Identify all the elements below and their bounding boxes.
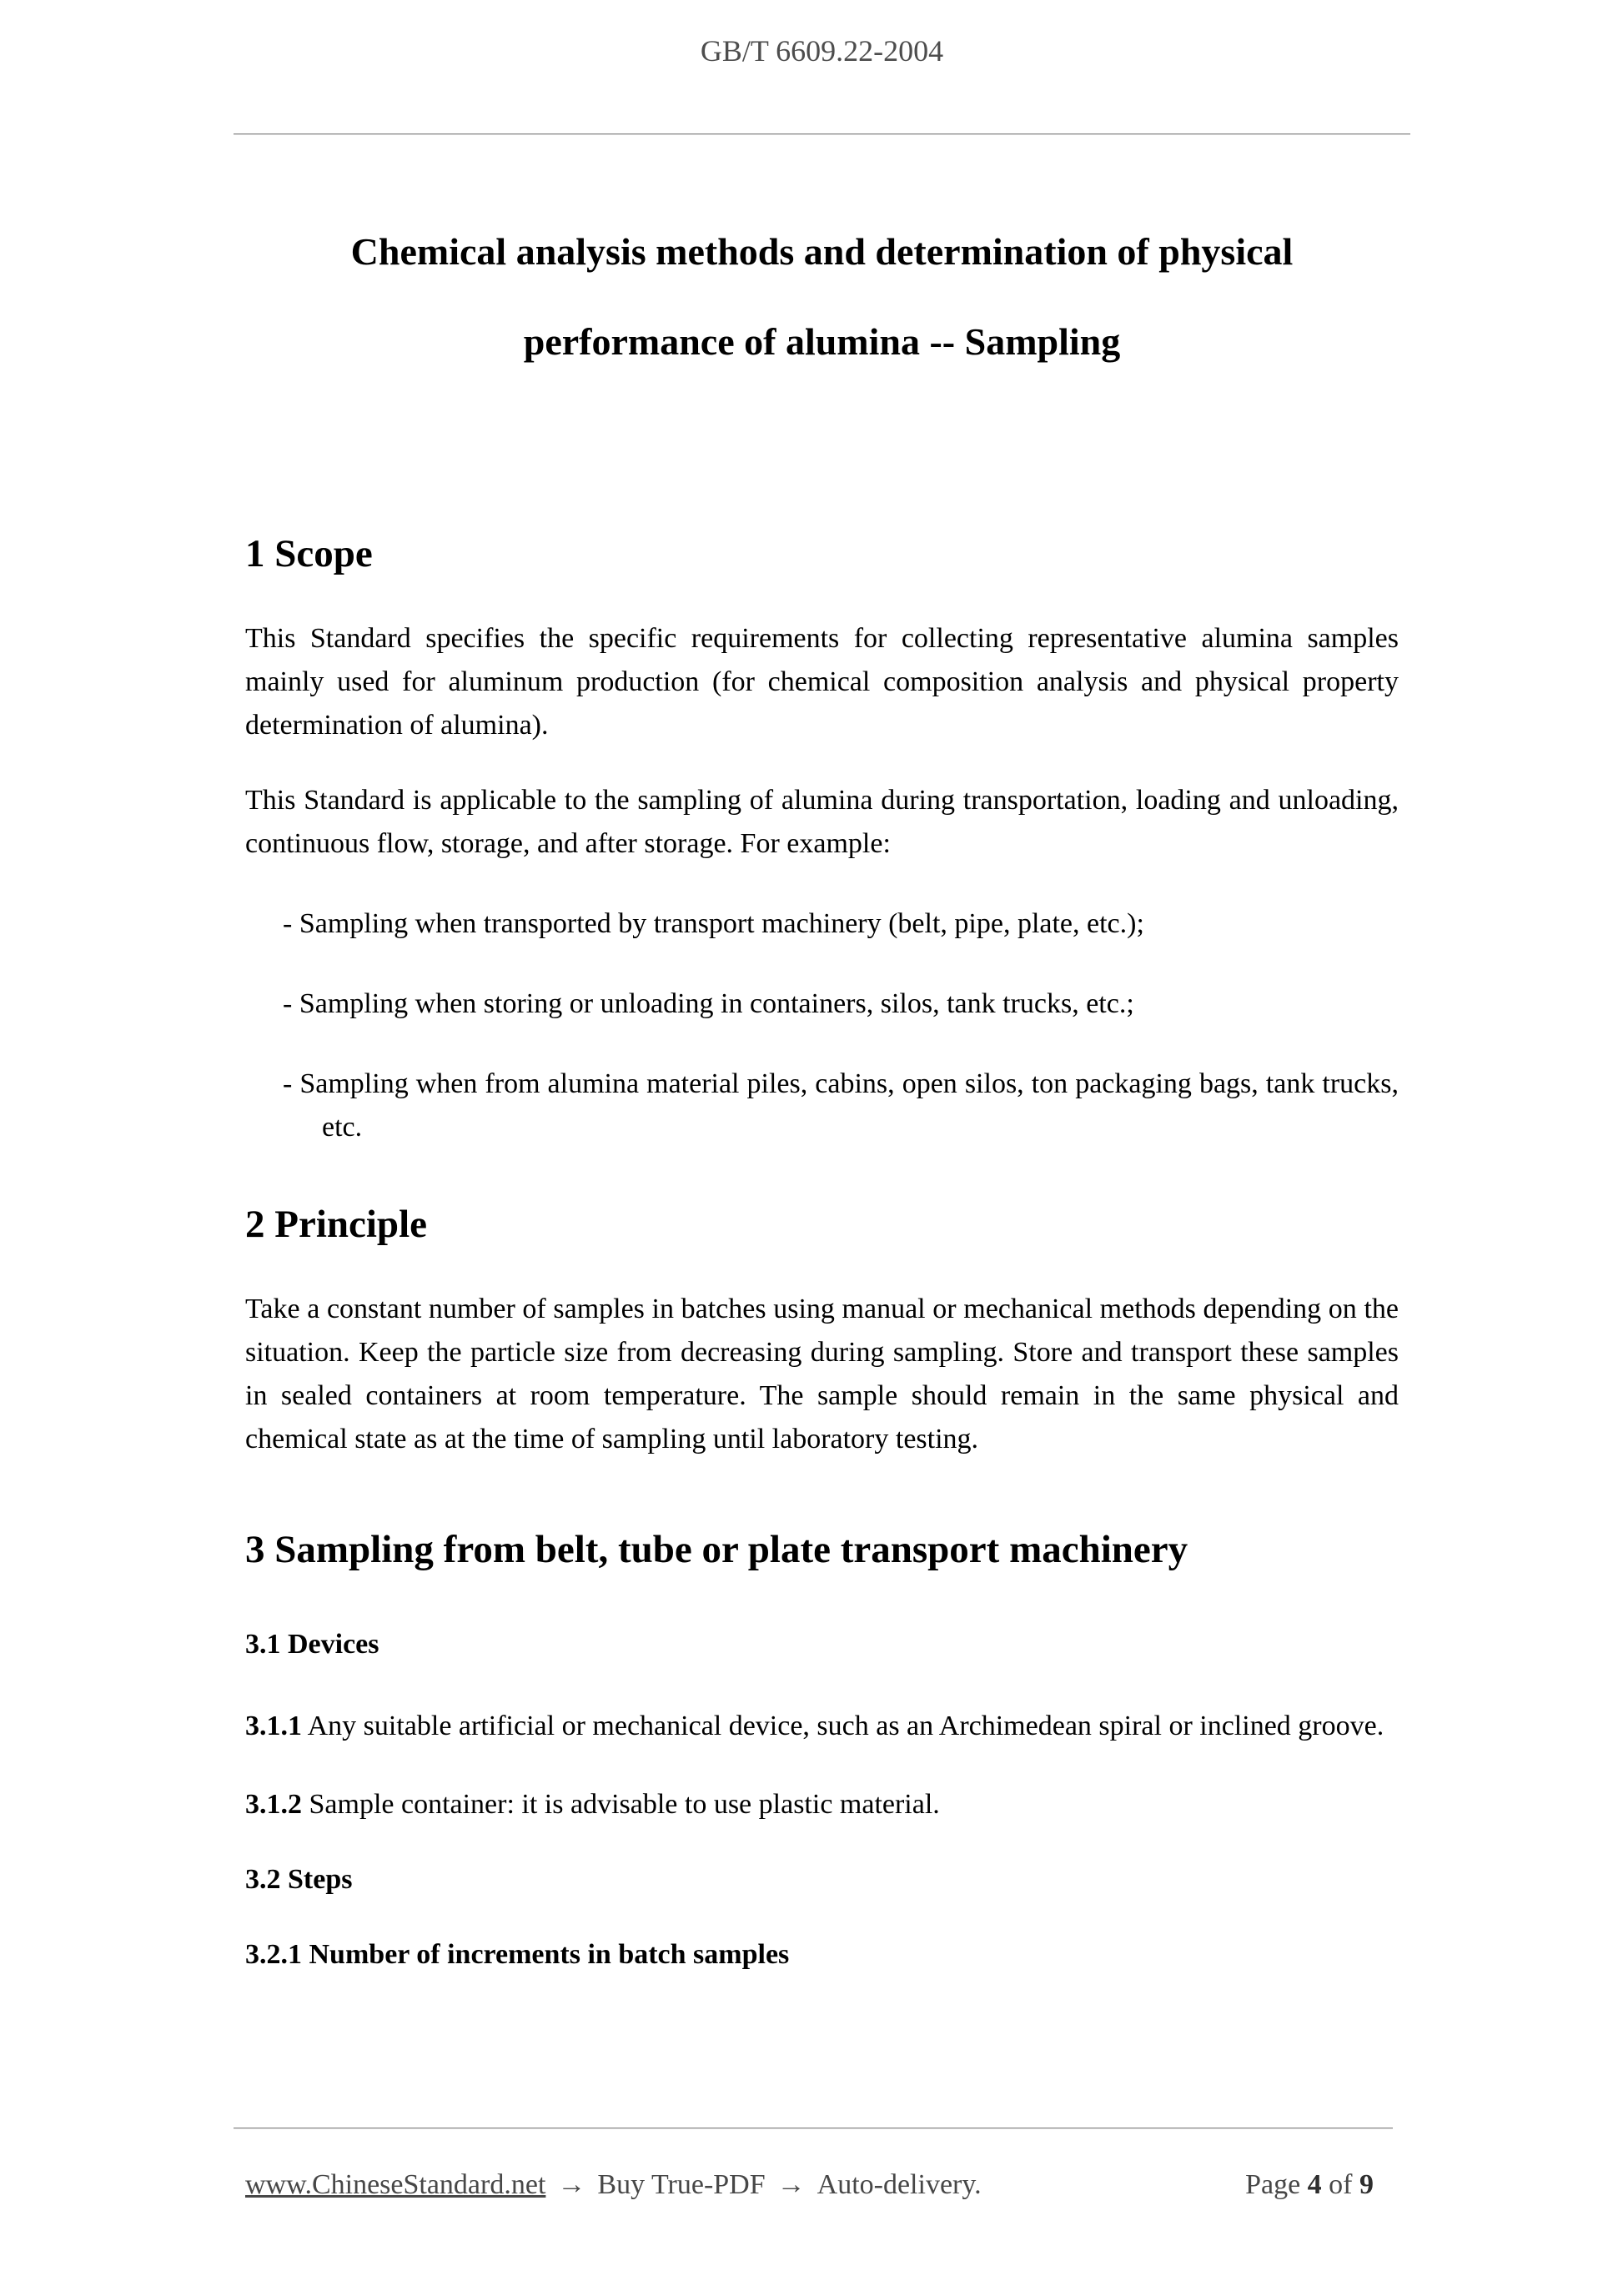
footer-arrow-icon-2: → [776,2169,806,2200]
section-heading-scope: 1 Scope [245,532,373,575]
scope-bullet-3: - Sampling when from alumina material piles, cabins, open silos, ton packaging bags, tank trucks, etc. [283,1068,1399,1143]
document-title [245,207,1399,387]
footer-delivery-text: Auto-delivery. [817,2169,982,2200]
clause-311-text: Any suitable artificial or mechanical device, such as an Archimedean spiral or inclined groove. [302,1711,1384,1741]
footer-site-link[interactable]: www.ChineseStandard.net [245,2169,546,2200]
scope-paragraph-2: This Standard is applicable to the sampling of alumina during transportation, loading and unloading, continuous flow, storage, and after storage. For example: [245,785,1399,859]
subsection-heading-steps: 3.2 Steps [245,1864,353,1895]
scope-bullet-1: - Sampling when transported by transport machinery (belt, pipe, plate, etc.); [283,908,1144,939]
clause-311 [245,1705,1399,1748]
page-footer [245,2166,1399,2204]
footer-rule [234,2128,1393,2129]
subsection-heading-devices: 3.1 Devices [245,1629,379,1660]
page-indicator [1245,2166,1374,2204]
title-line-2: performance of alumina -- Sampling [523,320,1121,363]
header-rule [234,133,1410,135]
footer-buy-text: Buy True-PDF [597,2169,766,2200]
footer-arrow-icon-1: → [557,2169,586,2200]
scope-bullet-2: - Sampling when storing or unloading in containers, silos, tank trucks, etc.; [283,988,1134,1019]
page-label: Page [1245,2169,1301,2200]
clause-312-number: 3.1.2 [245,1789,302,1820]
clause-311-number: 3.1.1 [245,1711,302,1741]
section-heading-sampling: 3 Sampling from belt, tube or plate transport machinery [245,1528,1188,1571]
page-of-label: of [1329,2169,1353,2200]
title-line-1: Chemical analysis methods and determination of physical [350,230,1294,273]
standard-code-header: GB/T 6609.22-2004 [700,34,944,68]
clause-312 [245,1783,1399,1826]
page-total: 9 [1359,2169,1374,2200]
clause-312-text: Sample container: it is advisable to use plastic material. [302,1789,940,1820]
section-heading-principle: 2 Principle [245,1203,427,1246]
clause-heading-increments: 3.2.1 Number of increments in batch samples [245,1939,790,1970]
principle-paragraph: Take a constant number of samples in batches using manual or mechanical methods depending on the situation. Keep the particle size from decreasing during sampling. Store and transport these samples in sealed containers at room temperature. The sample should remain in the same physical and chemical state as at the time of sampling until laboratory testing. [245,1294,1399,1454]
scope-paragraph-1: This Standard specifies the specific requirements for collecting representative alumina samples mainly used for aluminum production (for chemical composition analysis and physical property determination of alumina). [245,623,1399,741]
footer-left [245,2166,982,2204]
page-current: 4 [1307,2169,1322,2200]
